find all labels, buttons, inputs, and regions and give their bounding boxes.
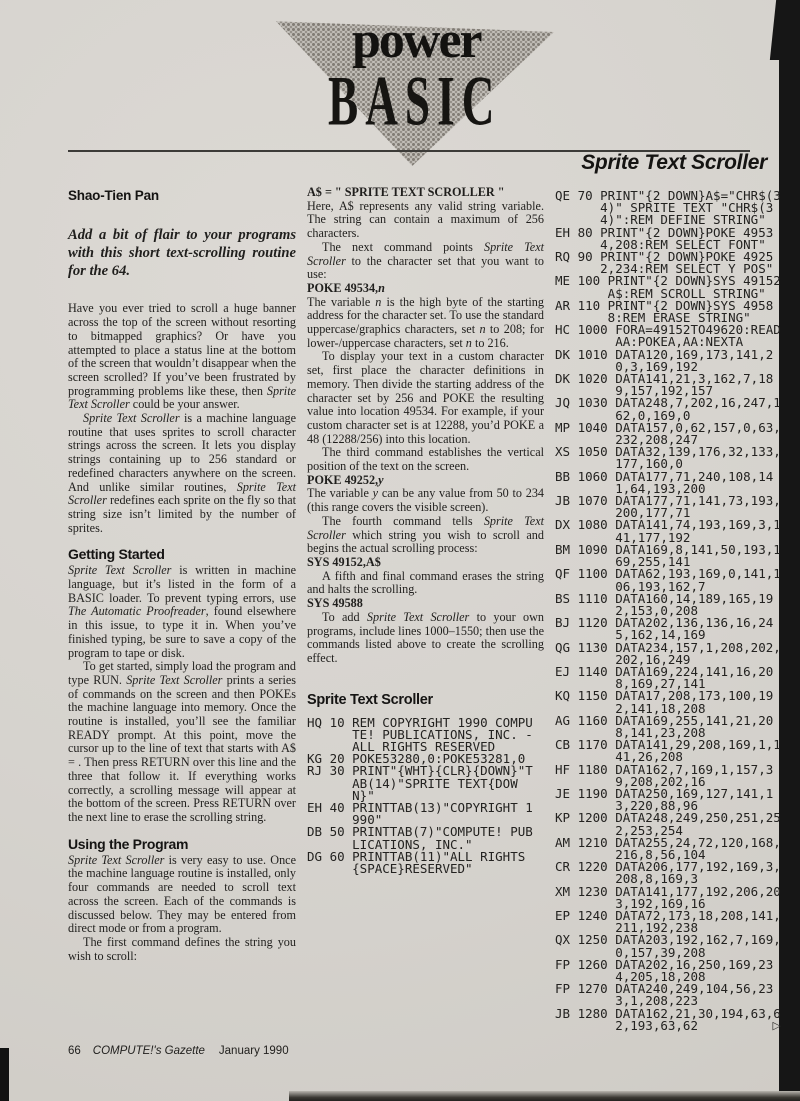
checksum-id: QF (555, 566, 571, 582)
code-line (555, 346, 781, 374)
code-text: DATA162,21,30,194,63,62,193,63,62 (615, 1005, 781, 1033)
line-number: 10 (329, 714, 345, 730)
code-text: DATA72,173,18,208,141,211,192,238 (615, 907, 781, 936)
line-number: 80 (577, 224, 593, 240)
code-line (307, 826, 533, 850)
line-number: 1270 (577, 981, 608, 997)
code-line (307, 765, 533, 802)
code-line (555, 617, 781, 641)
line-number: 90 (577, 249, 593, 265)
author-byline: Shao-Tien Pan (68, 188, 159, 203)
code-text: REM COPYRIGHT 1990 COMPUTE! PUBLICATIONS, INC. - ALL RIGHTS RESERVED (352, 714, 541, 755)
checksum-id: FP (555, 956, 571, 972)
checksum-id: EH (307, 800, 323, 816)
code-text: DATA240,249,104,56,233,1,208,223 (615, 981, 774, 1009)
paragraph: To display your text in a custom character set, first place the character definitions in memory. Then divide the starting address of the character set by 256 and POKE the resulting value into location 49534. For example, if your custom character set is at 12288, you’d POKE a 48 (12288/256) into this location. (307, 349, 544, 446)
checksum-id: JQ (555, 395, 571, 411)
code-line (555, 983, 781, 1007)
code-text: DATA141,74,193,169,3,141,177,192 (615, 517, 781, 545)
checksum-id: QX (555, 932, 571, 948)
code-line (555, 812, 781, 836)
line-number: 1130 (577, 639, 608, 655)
checksum-id: CB (555, 737, 571, 753)
code-text: FORA=49152TO49620:READAA:POKEA,AA:NEXTA (615, 322, 781, 350)
code-text: PRINT"{WHT}{CLR}{DOWN}"TAB(14)"SPRITE TEXT{DOWN}" (352, 763, 533, 803)
line-number: 40 (329, 800, 345, 816)
line-number: 1050 (577, 444, 608, 460)
checksum-id: DK (555, 346, 571, 362)
code-line (555, 190, 781, 227)
paragraph: The third command establishes the vertical position of the text on the screen. (307, 445, 544, 474)
code-text: PRINTTAB(11)"ALL RIGHTS {SPACE}RESERVED" (352, 848, 533, 877)
code-line (555, 297, 781, 326)
page-footer (68, 1045, 289, 1057)
checksum-id: BB (555, 468, 571, 484)
command-sys-scroll: SYS 49152,A$ (307, 554, 381, 569)
paragraph: The variable n is the high byte of the starting address for the character set. To use the standard uppercase/graphics characters, set n to 208; for lower-/uppercase characters, set n to 216. (307, 294, 544, 350)
code-line (555, 861, 781, 885)
code-line (555, 883, 781, 911)
code-line (555, 690, 781, 714)
checksum-id: XS (555, 444, 571, 460)
column-left (68, 186, 296, 1032)
code-text: DATA141,21,3,162,7,189,157,192,157 (615, 371, 774, 399)
paragraph: The first command defines the string you wish to scroll: (68, 934, 296, 963)
line-number: 1140 (577, 663, 608, 679)
code-line (555, 468, 781, 496)
code-line (555, 785, 781, 814)
code-text: PRINT"{2 DOWN}A$="CHR$(34)" SPRITE TEXT "CHR$(34)":REM DEFINE STRING" (600, 188, 781, 228)
code-text: DATA202,16,250,169,234,205,18,208 (615, 956, 774, 984)
line-number: 1120 (577, 615, 608, 631)
code-text: DATA160,14,189,165,192,153,0,208 (615, 590, 774, 618)
paragraph: Sprite Text Scroller is a machine language routine that uses sprites to scroll character strings across the screen. It lets you display strings containing up to 256 standard or redefined characters anywhere on the screen. And unlike similar routines, Sprite Text Scroller redefines each sprite on the fly so that string size isn’t limited by the number of sprites. (68, 411, 296, 535)
section-heading-getting-started: Getting Started (68, 546, 165, 563)
code-text: DATA234,157,1,208,202,202,16,249 (615, 639, 781, 667)
code-line (555, 397, 781, 421)
code-line (307, 802, 533, 826)
checksum-id: RQ (555, 249, 571, 265)
article-title: Sprite Text Scroller (581, 151, 767, 174)
checksum-id: BJ (555, 615, 571, 631)
line-number: 1190 (577, 785, 608, 801)
code-text: PRINT"{2 DOWN}SYS 49588:REM ERASE STRING" (607, 297, 774, 326)
line-number: 1080 (577, 517, 608, 533)
issue-date: January 1990 (218, 1045, 289, 1057)
code-text: DATA202,136,136,16,245,162,14,169 (615, 615, 774, 643)
checksum-id: JB (555, 1005, 571, 1021)
checksum-id: DB (307, 824, 323, 840)
code-text: POKE53280,0:POKE53281,0 (352, 751, 526, 767)
code-text: DATA141,29,208,169,1,141,26,208 (615, 737, 781, 765)
command-define-string: A$ = " SPRITE TEXT SCROLLER " (307, 185, 505, 199)
code-line (555, 1005, 781, 1033)
power-basic-logo-power: power (352, 12, 481, 69)
code-line (555, 324, 781, 348)
line-number: 50 (329, 824, 345, 840)
line-number: 1280 (577, 1005, 608, 1021)
page-number: 66 (68, 1045, 81, 1057)
listing-continuation-icon: ▷ (772, 1020, 781, 1033)
line-number: 1200 (577, 810, 608, 826)
paragraph: The variable y can be any value from 50 to 234 (this range covers the visible screen). (307, 486, 545, 515)
checksum-id: EJ (555, 663, 571, 679)
checksum-id: HC (555, 322, 571, 338)
checksum-id: JE (555, 785, 571, 801)
paragraph: To add Sprite Text Scroller to your own programs, include lines 1000–1550; then use the commands listed above to create the scrolling effect. (307, 609, 544, 665)
code-text: PRINT"{2 DOWN}POKE 49534,208:REM SELECT FONT" (600, 224, 774, 252)
code-text: DATA157,0,62,157,0,63,232,208,247 (615, 419, 781, 448)
line-number: 1210 (577, 834, 608, 850)
checksum-id: AM (555, 834, 571, 850)
page-corner-notch (0, 1048, 9, 1101)
checksum-id: DG (307, 848, 323, 864)
code-text: PRINT"{2 DOWN}SYS 49152 A$:REM SCROLL STRING" (607, 273, 789, 301)
checksum-id: XM (555, 883, 571, 899)
checksum-id: AG (555, 712, 571, 728)
paragraph: A fifth and final command erases the string and halts the scrolling. (307, 568, 544, 597)
article-body (68, 186, 787, 1032)
checksum-id: MP (555, 419, 571, 435)
code-text: DATA203,192,162,7,169,0,157,39,208 (615, 932, 781, 960)
line-number: 1070 (577, 493, 608, 509)
checksum-id: DX (555, 517, 571, 533)
line-number: 1220 (577, 859, 608, 875)
code-text: DATA177,71,240,108,141,64,193,200 (615, 468, 774, 496)
code-line (555, 251, 781, 275)
checksum-id: JB (555, 493, 571, 509)
paragraph: Sprite Text Scroller is very easy to use. Once the machine language routine is installed, only four commands are needed to scroll text across the screen. Each of the commands is discussed below. They may be entered from direct mode or from a program. (68, 852, 296, 936)
line-number: 110 (577, 297, 601, 313)
checksum-id: KQ (555, 688, 571, 704)
program-listing-part2 (555, 190, 787, 1032)
paragraph: Here, A$ represents any valid string variable. The string can contain a maximum of 256 characters. (307, 198, 544, 241)
checksum-id: BS (555, 590, 571, 606)
column-middle (307, 186, 544, 1032)
code-text: PRINTTAB(13)"COPYRIGHT 1990" (352, 800, 533, 828)
checksum-id: BM (555, 541, 571, 557)
page-bottom-edge (289, 1091, 800, 1101)
column-right (555, 186, 787, 1032)
code-line (555, 590, 781, 618)
line-number: 30 (329, 763, 345, 779)
code-text: DATA17,208,173,100,192,141,18,208 (615, 688, 774, 716)
code-text: DATA141,177,192,206,203,192,169,16 (615, 883, 781, 911)
command-poke-ypos: POKE 49252,y (307, 472, 384, 487)
magazine-name: COMPUTE!'s Gazette (92, 1045, 205, 1057)
checksum-id: EP (555, 907, 571, 923)
code-line (555, 541, 781, 570)
line-number: 1150 (577, 688, 608, 704)
code-line (555, 956, 781, 984)
command-sys-erase: SYS 49588 (307, 596, 363, 611)
code-line (555, 224, 781, 252)
checksum-id: QG (555, 639, 571, 655)
paragraph: To get started, simply load the program and type RUN. Sprite Text Scroller prints a series of commands on the screen and then POKEs the machine language into memory. Once the routine is installed, you’ll see the familiar READY prompt. At this point, move the cursor up to the line of text that starts with A$ = . Then press RETURN over this line and the three that follow it. If everything works correctly, a scrolling message will appear at the bottom of the screen. Press RETURN over the next line to erase the scrolling string. (68, 659, 297, 824)
checksum-id: FP (555, 981, 571, 997)
line-number: 60 (329, 848, 345, 864)
code-line (555, 373, 781, 397)
code-text: DATA32,139,176,32,133,177,160,0 (615, 444, 781, 472)
line-number: 100 (577, 273, 601, 289)
code-line (555, 907, 781, 936)
line-number: 1160 (577, 712, 608, 728)
line-number: 20 (329, 751, 345, 767)
code-line (555, 761, 781, 789)
code-line (555, 519, 781, 543)
code-line (307, 714, 541, 755)
code-line (555, 934, 781, 958)
checksum-id: EH (555, 224, 571, 240)
code-text: DATA169,224,141,16,208,169,27,141 (615, 663, 774, 692)
checksum-id: QE (555, 188, 571, 203)
listing-title: Sprite Text Scroller (307, 691, 433, 708)
line-number: 1230 (577, 883, 608, 899)
checksum-id: CR (555, 859, 571, 875)
line-number: 1020 (577, 371, 608, 387)
code-text: DATA177,71,141,73,193,200,177,71 (615, 493, 781, 521)
checksum-id: KP (555, 810, 571, 826)
checksum-id: DK (555, 371, 571, 387)
power-basic-logo-basic: BASIC (328, 61, 502, 141)
code-text: DATA120,169,173,141,20,3,169,192 (615, 346, 774, 374)
paragraph: The fourth command tells Sprite Text Scroller which string you wish to scroll and begins the actual scrolling process: (307, 513, 544, 556)
paragraph: Have you ever tried to scroll a huge banner across the top of the screen without resorting to bitmapped graphics? Or have you attempted to place a status line at the bottom of the screen that wouldn’t disappear when the screen scrolled? If you’ve been frustrated by programming problems like these, then Sprite Text Scroller could be your answer. (68, 301, 296, 412)
line-number: 1180 (577, 761, 608, 777)
code-line (555, 834, 781, 862)
section-heading-using-the-program: Using the Program (68, 835, 189, 852)
code-line (555, 568, 781, 592)
line-number: 1090 (577, 541, 608, 557)
code-text: DATA169,255,141,21,208,141,23,208 (615, 712, 774, 740)
line-number: 1040 (577, 419, 608, 435)
code-line (555, 273, 789, 301)
paragraph: The next command points Sprite Text Scroller to the character set that you want to use: (307, 239, 544, 282)
line-number: 1250 (577, 932, 608, 948)
line-number: 1030 (577, 395, 608, 411)
line-number: 1110 (577, 590, 608, 606)
line-number: 1240 (577, 907, 608, 923)
code-line (555, 663, 781, 692)
checksum-id: ME (555, 273, 571, 289)
code-line (555, 639, 781, 667)
code-text: DATA250,169,127,141,13,220,88,96 (615, 785, 774, 814)
code-text: DATA162,7,169,1,157,39,208,202,16 (615, 761, 774, 789)
checksum-id: RJ (307, 763, 323, 779)
line-number: 70 (577, 188, 593, 203)
code-line (555, 495, 781, 519)
line-number: 1010 (577, 346, 608, 362)
code-line (555, 446, 781, 470)
command-poke-font: POKE 49534,n (307, 280, 385, 295)
checksum-id: HF (555, 761, 571, 777)
code-text: DATA248,7,202,16,247,162,0,169,0 (615, 395, 781, 423)
line-number: 1170 (577, 737, 608, 753)
checksum-id: KG (307, 751, 323, 767)
paragraph: Sprite Text Scroller is written in machine language, but it’s listed in the form of a BASIC loader. To prevent typing errors, use The Automatic Proofreader, found elsewhere in this issue, to type it in. When you’ve finished typing, be sure to save a copy of the program to tape or disk. (68, 563, 296, 660)
line-number: 1260 (577, 956, 608, 972)
line-number: 1060 (577, 468, 608, 484)
code-text: PRINT"{2 DOWN}POKE 49252,234:REM SELECT Y POS" (600, 249, 774, 277)
code-text: DATA206,177,192,169,3,208,8,169,3 (615, 859, 781, 887)
code-text: DATA248,249,250,251,252,253,254 (615, 810, 781, 838)
article-deck: Add a bit of flair to your programs with this short text-scrolling routine for the 64. (68, 227, 296, 279)
code-line (555, 739, 781, 763)
program-listing-part1 (307, 714, 544, 877)
code-text: PRINTTAB(7)"COMPUTE! PUBLICATIONS, INC." (352, 824, 533, 852)
checksum-id: HQ (307, 714, 323, 730)
line-number: 1100 (577, 566, 608, 582)
code-line (555, 712, 781, 740)
checksum-id: AR (555, 297, 571, 313)
code-line (307, 848, 533, 877)
code-line (555, 419, 781, 448)
code-text: DATA169,8,141,50,193,169,255,141 (615, 541, 781, 570)
line-number: 1000 (577, 322, 608, 338)
code-text: DATA62,193,169,0,141,106,193,162,7 (615, 566, 781, 594)
code-text: DATA255,24,72,120,168,216,8,56,104 (615, 834, 781, 862)
